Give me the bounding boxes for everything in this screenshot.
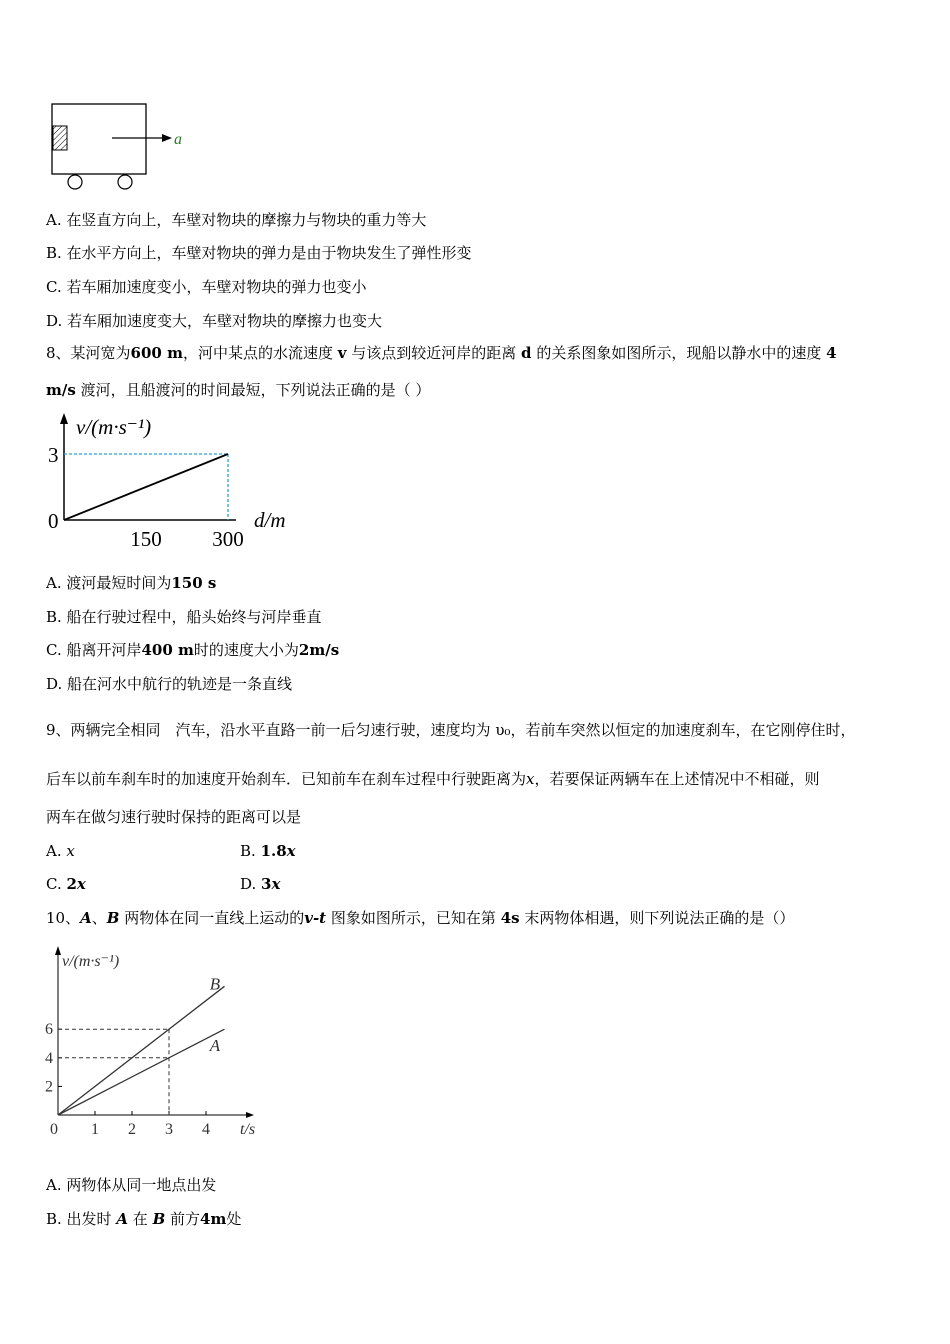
q7-option-d: D. 若车厢加速度变大，车壁对物块的摩擦力也变大	[46, 312, 383, 330]
q10-option-b: B. 出发时 A 在 B 前方4m处	[46, 1210, 242, 1228]
q8-stem-line2: m/s 渡河，且船渡河的时间最短，下列说法正确的是（ ）	[46, 381, 431, 399]
q9-option-b: B. 1.8x	[240, 842, 296, 860]
q8-stem-line1: 8、某河宽为600 m，河中某点的水流速度 v 与该点到较近河岸的距离 d 的关系图象如图所示，现船以静水中的速度 4	[46, 344, 837, 362]
q9-option-d: D. 3x	[240, 875, 281, 893]
q9-option-c: C. 2x	[46, 875, 86, 893]
series-line-0	[64, 454, 228, 520]
q7-option-b: B. 在水平方向上，车壁对物块的弹力是由于物块发生了弹性形变	[46, 244, 472, 262]
accel-label: a	[174, 131, 182, 148]
y-tick-label-6: 6	[45, 1021, 53, 1039]
x-axis-arrow-icon	[246, 1112, 254, 1118]
cart-wheel-right	[118, 175, 132, 189]
series-label-A: A	[209, 1036, 221, 1056]
y-axis-label: v/(m·s⁻¹)	[62, 953, 120, 970]
origin-label: 0	[48, 509, 59, 533]
x-tick-label-2: 2	[128, 1121, 136, 1138]
arrow-head-icon	[162, 134, 172, 142]
vt-chart	[40, 940, 270, 1140]
cart-diagram	[48, 100, 198, 195]
origin-label: 0	[50, 1121, 58, 1138]
y-tick-label-4: 4	[45, 1049, 53, 1067]
y-axis-arrow-icon	[60, 413, 68, 424]
q7-option-a: A. 在竖直方向上，车壁对物块的摩擦力与物块的重力等大	[46, 211, 427, 229]
y-tick-label-2: 2	[45, 1078, 53, 1096]
q9-option-a: A. x	[46, 842, 75, 860]
y-tick-label-3: 3	[48, 443, 59, 467]
q8-option-c: C. 船离开河岸400 m时的速度大小为2m/s	[46, 641, 340, 659]
q8-option-d: D. 船在河水中航行的轨迹是一条直线	[46, 675, 293, 693]
y-axis-label: v/(m·s⁻¹)	[76, 415, 152, 439]
x-tick-label-3: 3	[165, 1121, 173, 1138]
series-label-B: B	[209, 974, 221, 994]
x-axis-label: d/m	[254, 508, 286, 532]
river-velocity-chart	[44, 410, 304, 555]
x-axis-label: t/s	[240, 1121, 256, 1138]
x-tick-label-1: 1	[91, 1121, 99, 1138]
series-line-B	[58, 986, 225, 1115]
q10-stem: 10、A、B 两物体在同一直线上运动的v-t 图象如图所示，已知在第 4s 末两物体相遇，则下列说法正确的是（）	[46, 909, 795, 927]
hatched-block	[53, 126, 67, 150]
q9-stem-line2: 后车以前车刹车时的加速度开始刹车．已知前车在刹车过程中行驶距离为x，若要保证两辆车在上述情况中不相碰，则	[46, 770, 820, 788]
x-tick-label-4: 4	[202, 1121, 210, 1138]
q9-stem-line1: 9、两辆完全相同 汽车，沿水平直路一前一后匀速行驶，速度均为 υ₀，若前车突然以恒定的加速度刹车，在它刚停住时，	[46, 721, 856, 739]
q9-stem-line3: 两车在做匀速行驶时保持的距离可以是	[46, 808, 302, 826]
q7-option-c: C. 若车厢加速度变小，车壁对物块的弹力也变小	[46, 278, 367, 296]
q8-option-b: B. 船在行驶过程中，船头始终与河岸垂直	[46, 608, 322, 626]
x-tick-label-150: 150	[130, 527, 162, 551]
cart-wheel-left	[68, 175, 82, 189]
q10-option-a: A. 两物体从同一地点出发	[46, 1176, 217, 1194]
q8-option-a: A. 渡河最短时间为150 s	[46, 574, 217, 592]
x-tick-label-300: 300	[212, 527, 244, 551]
series-line-A	[58, 1029, 225, 1115]
y-axis-arrow-icon	[55, 946, 61, 955]
